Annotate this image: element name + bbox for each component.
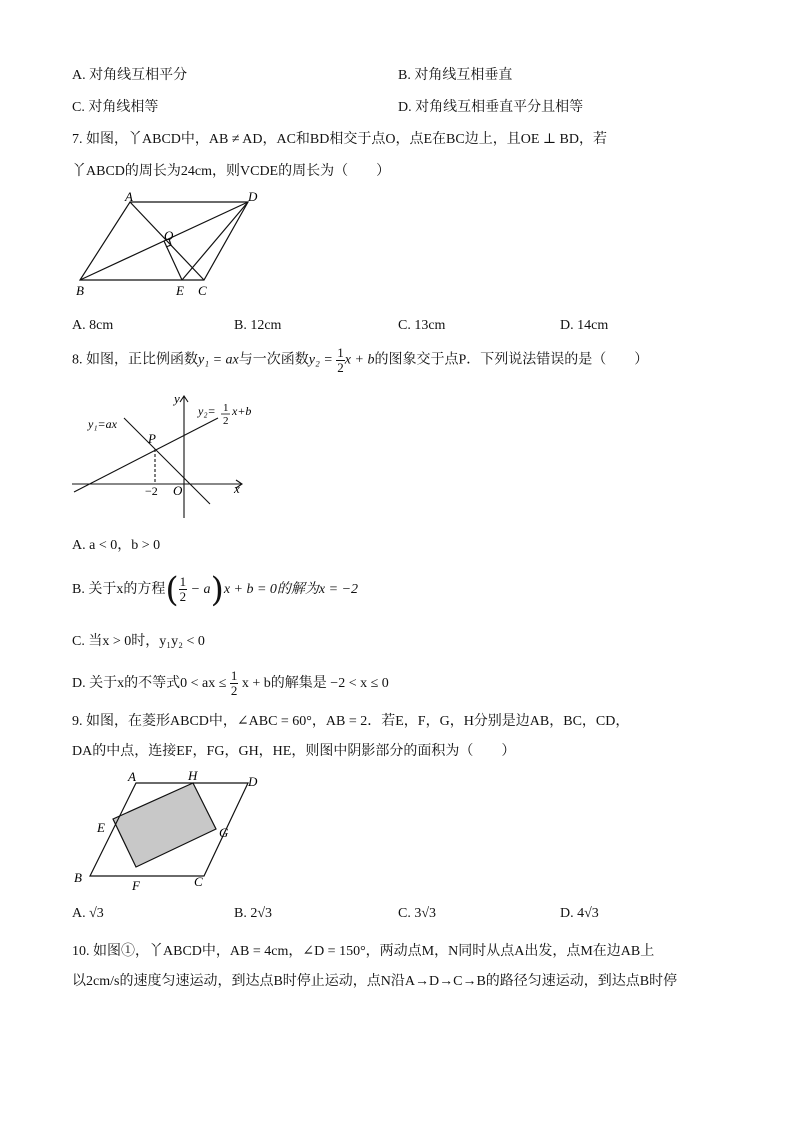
q7-label-a: A	[125, 192, 133, 204]
q8-label-line2-den: 2	[223, 415, 229, 427]
q6-option-d: D. 对角线互相垂直平分且相等	[398, 100, 584, 115]
q7-stem-line2: 丫ABCD的周长为24cm，则VCDE的周长为（ ）	[72, 164, 391, 179]
q8-stem-e: x + b	[344, 352, 375, 368]
q10-stem-line2: 以2cm/s的速度匀速运动，到达点B时停止运动，点N沿A→D→C→B的路径匀速运动，到达点B时停	[72, 974, 678, 989]
q7-label-e: E	[176, 283, 184, 298]
q9-label-f: F	[132, 878, 140, 893]
q7-option-a: A. 8cm	[72, 318, 114, 333]
q9-label-h: H	[188, 768, 198, 783]
q8-stem-d: y₂ =	[308, 352, 333, 368]
q8-label-y: y	[174, 391, 180, 406]
q8-option-a: A. a < 0，b > 0	[72, 538, 161, 553]
q8-option-d-post: x + b的解集是 −2 < x ≤ 0	[241, 676, 389, 691]
q7-figure	[70, 192, 270, 302]
q9-stem-line1: 9. 如图，在菱形ABCD中，∠ABC = 60°，AB = 2．若E，F，G，H分别是边AB，BC，CD，	[72, 714, 630, 729]
q8-figure	[70, 390, 260, 522]
q8-option-b-frac-den: 2	[179, 589, 187, 605]
q8-option-d-pre: D. 关于x的不等式0 < ax ≤	[72, 676, 227, 691]
q8-option-b-fraction	[179, 575, 188, 604]
q9-label-g: G	[219, 825, 229, 840]
q8-option-d-fraction	[230, 669, 239, 698]
q9-stem-line2: DA的中点，连接EF，FG，GH，HE，则图中阴影部分的面积为（ ）	[72, 744, 516, 759]
q9-option-a: A. √3	[72, 906, 104, 921]
q7-label-c: C	[198, 283, 207, 298]
q8-label-x: x	[234, 481, 240, 496]
q9-label-d: D	[248, 774, 258, 789]
q8-label-line2-b: x+b	[232, 404, 252, 418]
q8-option-c: C. 当x > 0时，y₁y₂ < 0	[72, 634, 205, 649]
q8-frac-den: 2	[337, 360, 344, 375]
q8-stem-b: y₁ = ax	[198, 352, 239, 368]
q8-label-p: P	[148, 431, 156, 446]
q7-label-b: B	[76, 283, 84, 298]
q9-label-a: A	[128, 769, 136, 784]
q8-option-d-frac-den: 2	[230, 683, 238, 699]
q8-fraction	[336, 346, 345, 375]
q7-option-c: C. 13cm	[398, 318, 446, 333]
q8-option-d-frac-num: 1	[230, 668, 238, 684]
q10-stem-line1: 10. 如图①，丫ABCD中，AB = 4cm，∠D = 150°，两动点M，N同时从点A出发，点M在边AB上	[72, 944, 655, 959]
q8-label-line1: y₁=ax	[88, 417, 117, 431]
q8-option-b-frac-num: 1	[179, 574, 187, 590]
q8-label-o: O	[173, 483, 183, 498]
q9-figure	[70, 766, 270, 896]
q7-segment-de	[182, 202, 248, 280]
q9-label-e: E	[97, 820, 105, 835]
q8-frac-num: 1	[337, 345, 344, 360]
q8-label-neg2: −2	[145, 484, 158, 498]
q7-label-d: D	[248, 192, 258, 204]
q8-stem-a: 8. 如图，正比例函数	[72, 352, 198, 368]
q7-option-b: B. 12cm	[234, 318, 282, 333]
q6-option-b: B. 对角线互相垂直	[398, 68, 513, 83]
q8-option-b-post: x + b = 0的解为x = −2	[223, 582, 359, 597]
q8-option-b-mid: − a	[190, 582, 211, 597]
q9-option-d: D. 4√3	[560, 906, 599, 921]
q9-label-b: B	[74, 870, 82, 885]
q6-option-c: C. 对角线相等	[72, 100, 159, 115]
q7-stem-line1: 7. 如图，丫ABCD中，AB ≠ AD，AC和BD相交于点O，点E在BC边上，且OE ⊥ BD，若	[72, 132, 607, 147]
q8-option-b: B. 关于x的方程( $\frac{1}{2}$ − a)x + b = 0的解为x = −2	[72, 569, 359, 610]
q7-label-o: O	[164, 228, 174, 243]
q8-label-line2-a: y₂=	[198, 404, 216, 418]
q7-option-d: D. 14cm	[560, 318, 609, 333]
q8-label-line2-num: 1	[223, 402, 229, 414]
q8-option-d	[72, 664, 389, 704]
q9-label-c: C	[194, 874, 203, 889]
q6-option-a: A. 对角线互相平分	[72, 68, 188, 83]
q9-option-b: B. 2√3	[234, 906, 273, 921]
q9-shaded-region	[113, 783, 216, 867]
q8-option-b-pre: B. 关于x的方程	[72, 582, 166, 597]
q8-stem-c: 与一次函数	[238, 352, 309, 368]
q8-stem-f: 的图象交于点P．下列说法错误的是（ ）	[374, 352, 649, 368]
q8-line-y1	[124, 418, 210, 504]
q9-option-c: C. 3√3	[398, 906, 437, 921]
q8-stem	[72, 346, 648, 375]
